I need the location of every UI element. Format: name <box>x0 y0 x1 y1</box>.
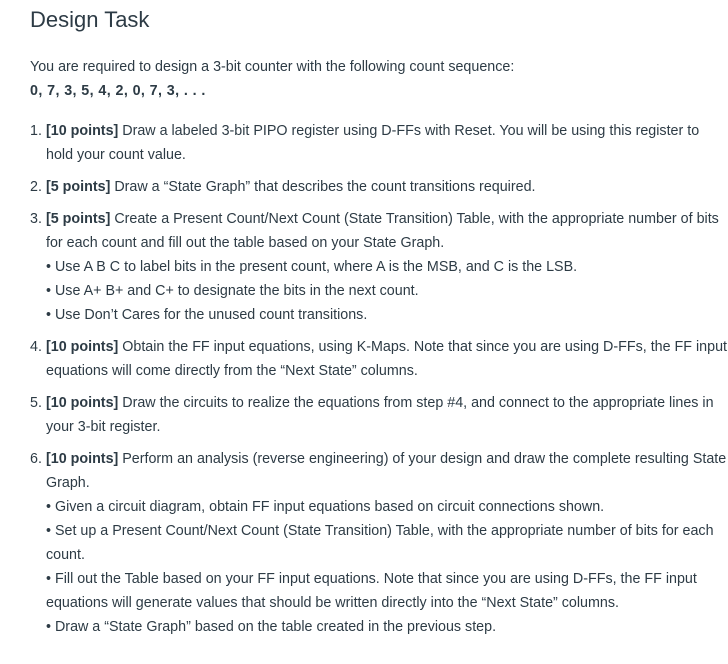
task-item <box>30 175 728 199</box>
count-sequence: 0, 7, 3, 5, 4, 2, 0, 7, 3, . . . <box>30 83 206 99</box>
intro-paragraph <box>30 55 728 103</box>
task-points: [5 points] <box>46 211 111 227</box>
task-points: [10 points] <box>46 395 119 411</box>
task-bullet: • Draw a “State Graph” based on the table created in the previous step. <box>46 619 497 635</box>
task-number: 2. <box>30 179 42 195</box>
task-text: Obtain the FF input equations, using K-Maps. Note that since you are using D-FFs, the FF input equations will come directly from the “Next State” columns. <box>46 339 727 379</box>
task-number: 4. <box>30 339 42 355</box>
task-points: [10 points] <box>46 339 119 355</box>
task-text: Create a Present Count/Next Count (State Transition) Table, with the appropriate number of bits for each count and fill out the table based on your State Graph. <box>46 211 719 251</box>
task-number: 1. <box>30 123 42 139</box>
task-item <box>30 119 728 167</box>
task-bullet: • Use A+ B+ and C+ to designate the bits in the next count. <box>46 283 419 299</box>
task-bullet: • Set up a Present Count/Next Count (State Transition) Table, with the appropriate number of bits for each count. <box>46 523 714 563</box>
task-bullet: • Fill out the Table based on your FF input equations. Note that since you are using D-FFs, the FF input equations will generate values that should be written directly into the “Next State” columns. <box>46 571 697 611</box>
task-list <box>30 119 728 639</box>
task-number: 6. <box>30 451 42 467</box>
task-points: [10 points] <box>46 123 119 139</box>
intro-text: You are required to design a 3-bit counter with the following count sequence: <box>30 59 515 75</box>
task-item <box>30 391 728 439</box>
task-text: Draw the circuits to realize the equations from step #4, and connect to the appropriate lines in your 3-bit register. <box>46 395 714 435</box>
task-text: Perform an analysis (reverse engineering) of your design and draw the complete resulting State Graph. <box>46 451 727 491</box>
task-item <box>30 207 728 327</box>
task-item <box>30 447 728 639</box>
task-points: [5 points] <box>46 179 111 195</box>
task-text: Draw a “State Graph” that describes the count transitions required. <box>110 179 536 195</box>
task-points: [10 points] <box>46 451 119 467</box>
page-title: Design Task <box>30 7 150 32</box>
task-item <box>30 335 728 383</box>
task-text: Draw a labeled 3-bit PIPO register using D-FFs with Reset. You will be using this register to hold your count value. <box>46 123 700 163</box>
task-number: 3. <box>30 211 42 227</box>
task-bullet: • Use A B C to label bits in the present count, where A is the MSB, and C is the LSB. <box>46 259 578 275</box>
task-number: 5. <box>30 395 42 411</box>
task-bullet: • Given a circuit diagram, obtain FF input equations based on circuit connections shown. <box>46 499 605 515</box>
task-bullet: • Use Don’t Cares for the unused count transitions. <box>46 307 368 323</box>
